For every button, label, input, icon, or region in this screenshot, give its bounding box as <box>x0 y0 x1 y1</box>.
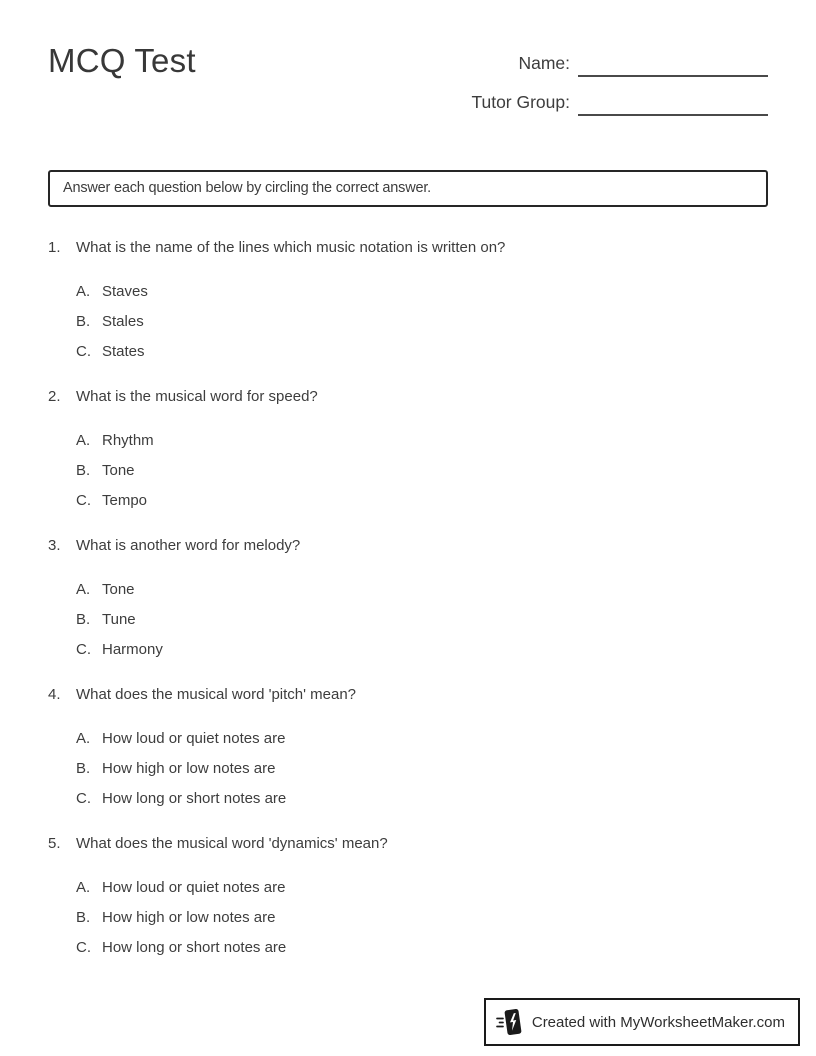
option-letter: A. <box>76 581 91 598</box>
option-letter: A. <box>76 283 91 300</box>
page-title: MCQ Test <box>48 42 196 79</box>
option-text: Tune <box>102 611 136 628</box>
name-blank-line[interactable] <box>578 51 768 77</box>
answer-option[interactable] <box>48 903 768 933</box>
answer-option[interactable] <box>48 456 768 486</box>
question <box>48 535 768 665</box>
option-letter: B. <box>76 462 91 479</box>
answer-option[interactable] <box>48 724 768 754</box>
option-letter: C. <box>76 343 91 360</box>
answer-option[interactable] <box>48 635 768 665</box>
tutor-group-label: Tutor Group: <box>471 92 570 112</box>
question-number: 4. <box>48 686 61 703</box>
answer-option[interactable] <box>48 426 768 456</box>
option-letter: B. <box>76 611 91 628</box>
option-text: How loud or quiet notes are <box>102 879 286 896</box>
option-letter: C. <box>76 939 91 956</box>
question-number: 2. <box>48 388 61 405</box>
answer-option[interactable] <box>48 933 768 963</box>
option-text: How loud or quiet notes are <box>102 730 286 747</box>
option-letter: C. <box>76 790 91 807</box>
option-letter: B. <box>76 909 91 926</box>
answer-option[interactable] <box>48 605 768 635</box>
footer-credit-text: Created with MyWorksheetMaker.com <box>531 1013 785 1031</box>
option-text: How high or low notes are <box>102 909 276 926</box>
answer-option[interactable] <box>48 277 768 307</box>
answer-option[interactable] <box>48 754 768 784</box>
question-line <box>48 237 768 258</box>
option-letter: B. <box>76 760 91 777</box>
option-text: Stales <box>102 313 144 330</box>
question <box>48 386 768 516</box>
option-letter: A. <box>76 432 91 449</box>
question-line <box>48 833 768 854</box>
option-text: How long or short notes are <box>102 939 287 956</box>
answer-option[interactable] <box>48 784 768 814</box>
answer-option[interactable] <box>48 873 768 903</box>
question-line <box>48 386 768 407</box>
option-letter: C. <box>76 641 91 658</box>
question <box>48 237 768 367</box>
question-text: What is the name of the lines which music notation is written on? <box>76 239 506 256</box>
worksheet-header <box>48 38 768 124</box>
option-text: Tone <box>102 462 135 479</box>
option-text: Tone <box>102 581 135 598</box>
option-text: Staves <box>102 283 148 300</box>
worksheetmaker-logo-icon <box>496 1007 523 1037</box>
answer-option[interactable] <box>48 307 768 337</box>
answer-option[interactable] <box>48 575 768 605</box>
question-text: What is the musical word for speed? <box>76 388 318 405</box>
option-letter: B. <box>76 313 91 330</box>
option-text: Harmony <box>102 641 163 658</box>
option-text: States <box>102 343 145 360</box>
name-field-row <box>471 46 768 77</box>
option-text: Tempo <box>102 492 148 509</box>
question-list <box>48 237 768 963</box>
question-line <box>48 684 768 705</box>
question-line <box>48 535 768 556</box>
question-text: What is another word for melody? <box>76 537 301 554</box>
option-letter: A. <box>76 730 91 747</box>
question <box>48 684 768 814</box>
header-fields <box>471 38 768 124</box>
question-number: 3. <box>48 537 61 554</box>
option-text: Rhythm <box>102 432 154 449</box>
instructions-text: Answer each question below by circling the correct answer. <box>63 180 432 196</box>
question-number: 1. <box>48 239 61 256</box>
tutor-group-blank-line[interactable] <box>578 90 768 116</box>
option-text: How long or short notes are <box>102 790 287 807</box>
instructions-box <box>48 170 768 207</box>
footer-credit-box <box>484 998 800 1046</box>
question-number: 5. <box>48 835 61 852</box>
answer-option[interactable] <box>48 486 768 516</box>
answer-option[interactable] <box>48 337 768 367</box>
question-text: What does the musical word 'pitch' mean? <box>76 686 357 703</box>
tutor-group-field-row <box>471 85 768 116</box>
option-letter: A. <box>76 879 91 896</box>
option-letter: C. <box>76 492 91 509</box>
name-label: Name: <box>518 53 570 73</box>
option-text: How high or low notes are <box>102 760 276 777</box>
question-text: What does the musical word 'dynamics' mean? <box>76 835 388 852</box>
question <box>48 833 768 963</box>
